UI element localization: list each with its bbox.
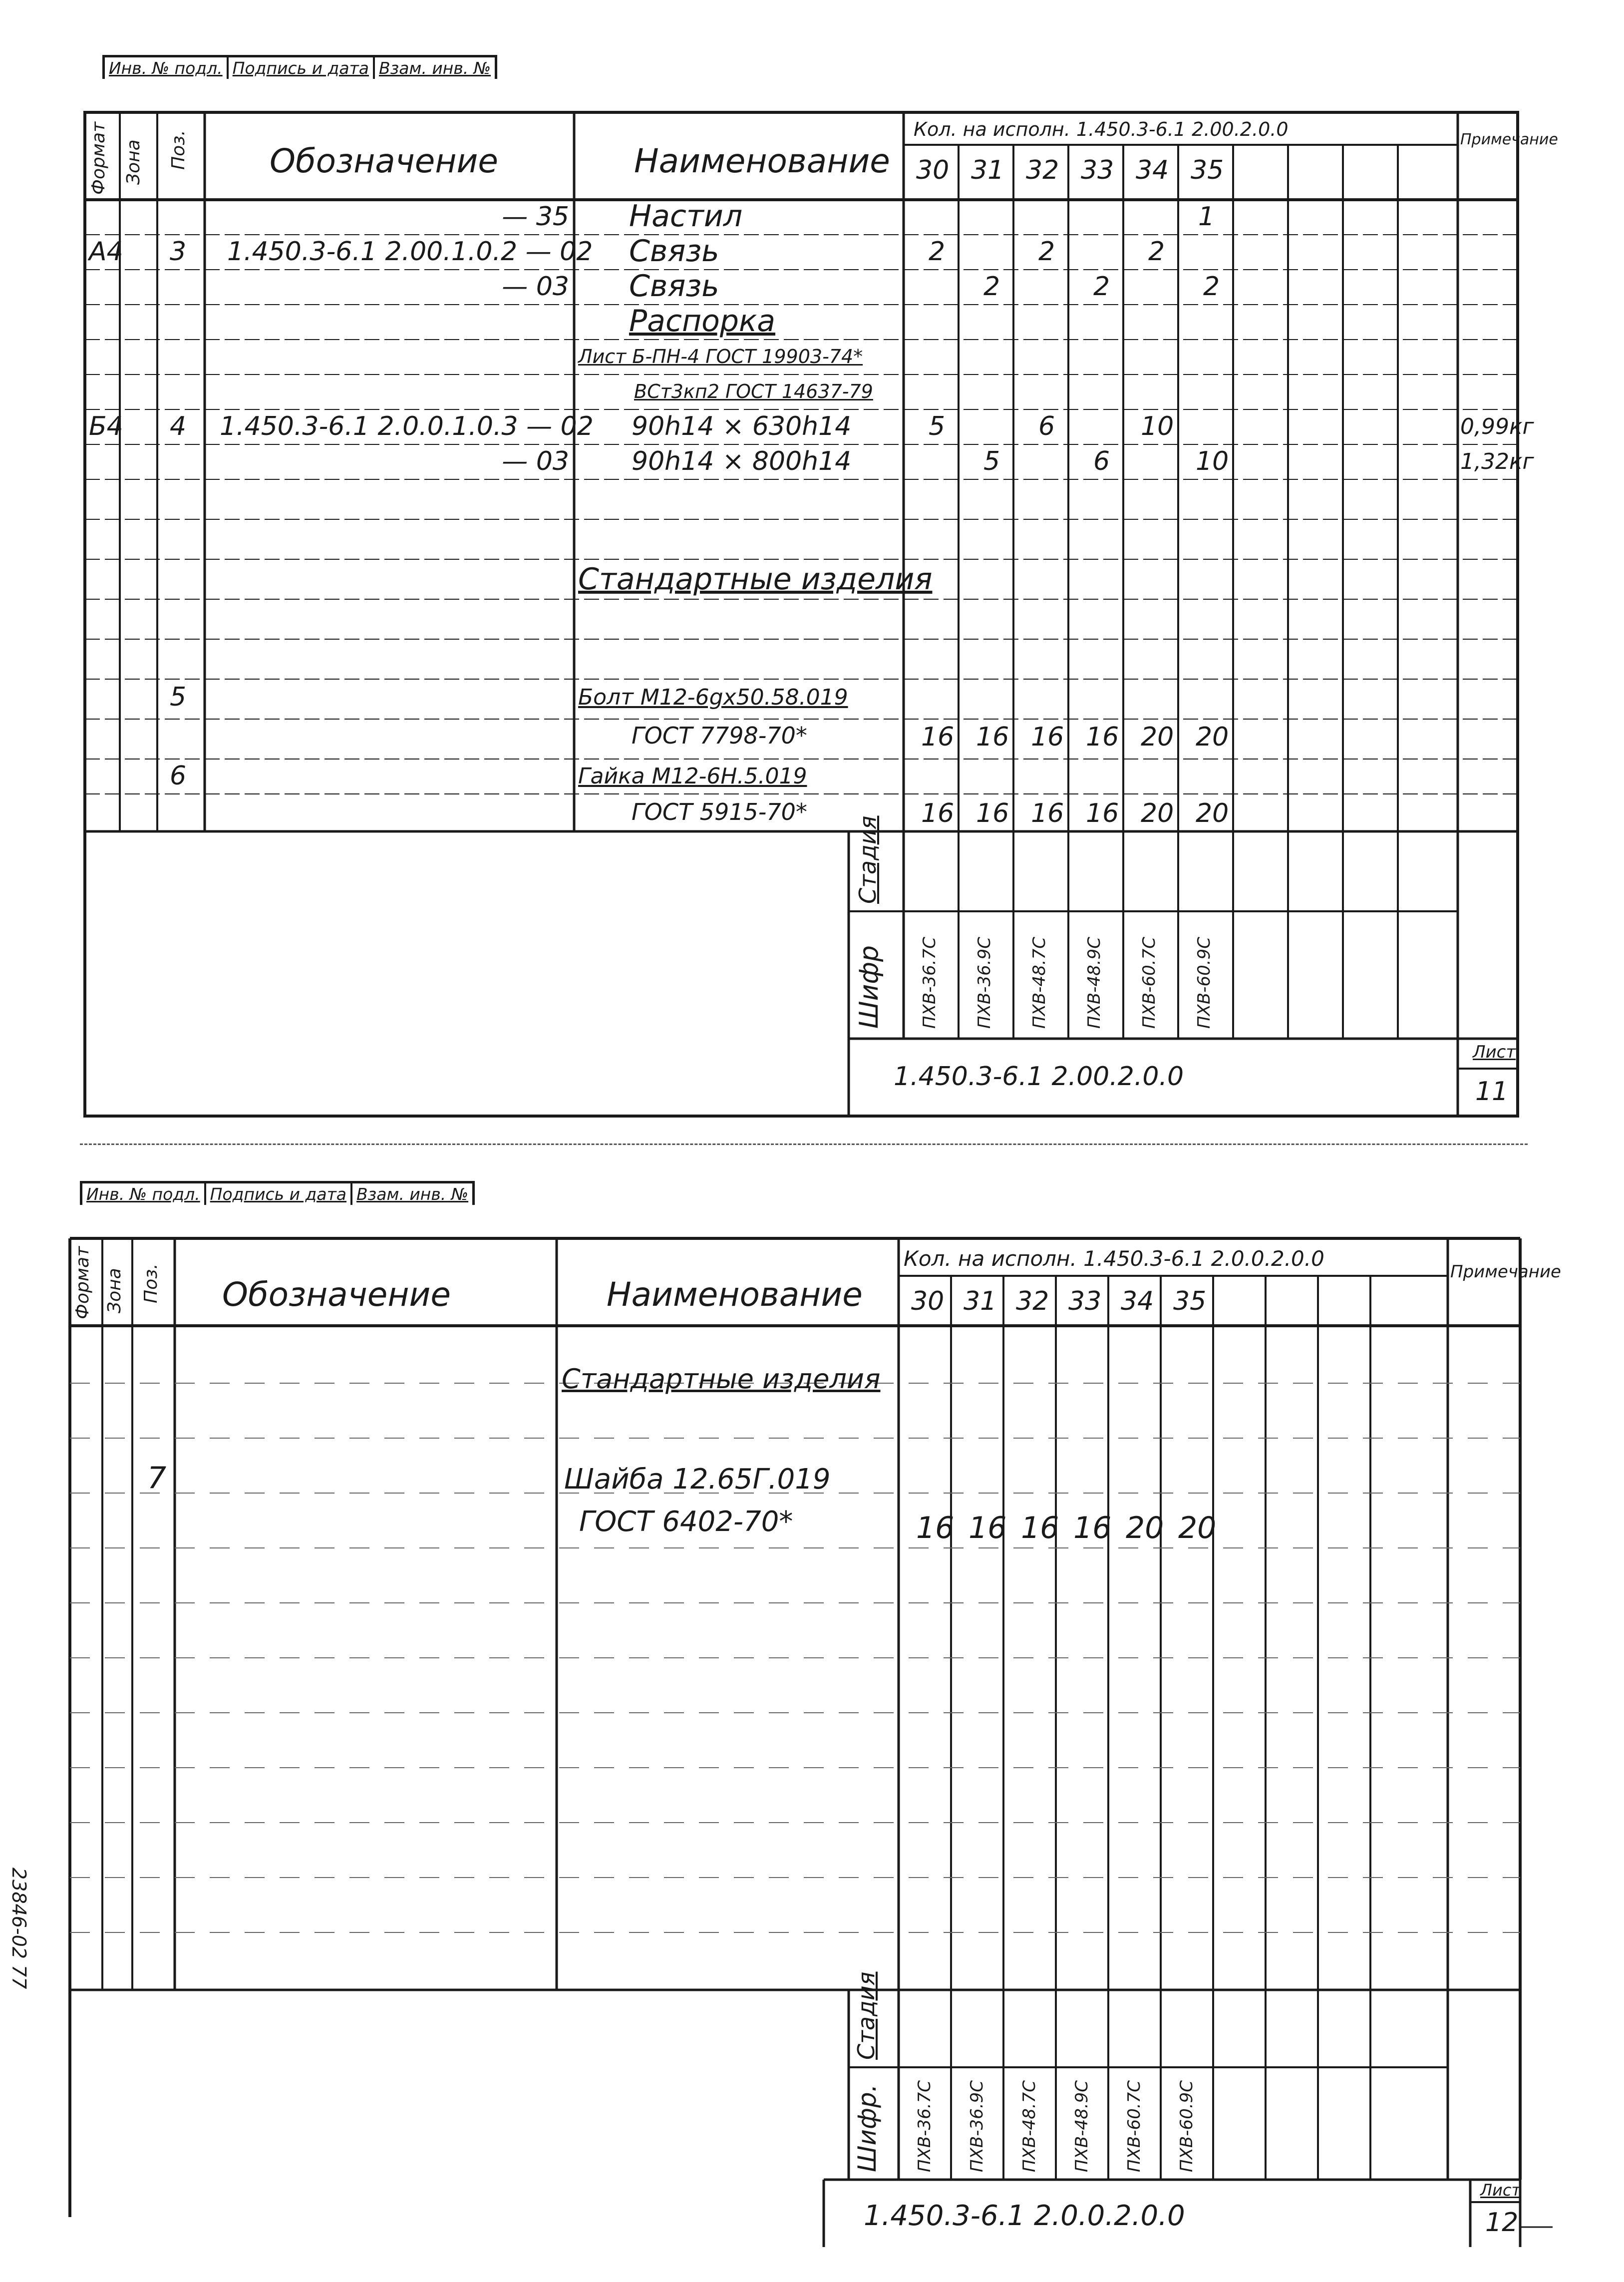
stage-label: Стадия — [854, 815, 881, 904]
format-cell: А4 — [89, 237, 123, 267]
signature-date-label: Подпись и дата — [229, 57, 375, 79]
variant-code: ПХВ-36.9С — [974, 937, 994, 1029]
item-standard: ГОСТ 6402-70* — [579, 1506, 793, 1538]
qty-header: Кол. на исполн. 1.450.3-6.1 2.00.2.0.0 — [914, 118, 1289, 140]
code-label: Шифр. — [853, 2084, 882, 2172]
qty-cell: 2 — [1148, 237, 1165, 267]
qty-cell: 20 — [1178, 1511, 1217, 1545]
section-title: Стандартные изделия — [578, 562, 933, 597]
document-number: 1.450.3-6.1 2.00.2.0.0 — [894, 1062, 1184, 1092]
qty-cell: 20 — [1141, 722, 1174, 752]
variant-code: ПХВ-36.9С — [967, 2080, 987, 2172]
name-header: Наименование — [634, 142, 890, 180]
qty-cell: 20 — [1196, 722, 1229, 752]
variant-header: 35 — [1191, 155, 1224, 185]
name-cell: ГОСТ 7798-70* — [632, 722, 807, 749]
zone-header: Зона — [104, 1268, 125, 1313]
note-header: Примечание — [1460, 131, 1558, 148]
qty-cell: 16 — [1031, 722, 1064, 752]
qty-cell: 5 — [983, 446, 1000, 476]
qty-cell: 2 — [983, 272, 1000, 302]
format-header: Формат — [72, 1246, 93, 1319]
qty-cell: 16 — [1021, 1511, 1059, 1545]
pos-cell: 5 — [170, 682, 187, 712]
qty-cell: 16 — [1031, 798, 1064, 828]
variant-code: ПХВ-48.9С — [1072, 2080, 1092, 2172]
designation-cell: 1.450.3-6.1 2.00.1.0.2 — 02 — [227, 237, 593, 267]
name-cell: 90h14 × 800h14 — [632, 446, 852, 476]
signature-date-label: Подпись и дата — [206, 1183, 352, 1205]
pos-header: Поз. — [141, 1263, 161, 1303]
designation-cell: 1.450.3-6.1 2.0.0.1.0.3 — 02 — [220, 411, 594, 441]
name-cell: Связь — [629, 269, 719, 304]
qty-cell: 6 — [1093, 446, 1110, 476]
qty-cell: 16 — [1086, 798, 1119, 828]
spec-sheet-2 — [0, 1163, 1624, 2262]
name-cell: Связь — [629, 234, 719, 269]
sheet-divider — [80, 1143, 1528, 1145]
pos-cell: 3 — [170, 237, 187, 267]
name-cell: ВСт3кп2 ГОСТ 14637-79 — [634, 380, 873, 402]
variant-code: ПХВ-60.7С — [1124, 2080, 1144, 2172]
name-cell: Настил — [629, 199, 743, 234]
name-cell: Болт М12-6gx50.58.019 — [578, 685, 848, 710]
designation-header: Обозначение — [270, 142, 498, 180]
variant-header: 32 — [1016, 1286, 1049, 1316]
format-header: Формат — [88, 121, 109, 195]
pos-cell: 7 — [147, 1461, 167, 1496]
sheet-label: Лист — [1480, 2181, 1521, 2200]
qty-cell: 6 — [1038, 411, 1055, 441]
qty-cell: 2 — [1038, 237, 1055, 267]
inv-no-label: Инв. № подл. — [82, 1183, 206, 1205]
variant-header: 31 — [964, 1286, 997, 1316]
qty-cell: 20 — [1141, 798, 1174, 828]
qty-cell: 5 — [929, 411, 946, 441]
variant-code: ПХВ-36.7С — [920, 937, 940, 1029]
designation-cell: — 03 — [502, 272, 569, 302]
variant-code: ПХВ-36.7С — [915, 2080, 935, 2172]
variant-code: ПХВ-48.9С — [1084, 937, 1104, 1029]
name-cell: Гайка М12-6Н.5.019 — [578, 763, 807, 789]
qty-cell: 10 — [1141, 411, 1174, 441]
qty-cell: 20 — [1126, 1511, 1164, 1545]
variant-header: 30 — [916, 155, 950, 185]
qty-cell: 16 — [921, 722, 955, 752]
pos-cell: 6 — [170, 761, 187, 791]
variant-header: 33 — [1068, 1286, 1102, 1316]
sheet-label: Лист — [1473, 1042, 1516, 1062]
designation-header: Обозначение — [222, 1275, 451, 1314]
qty-cell: 2 — [1093, 272, 1110, 302]
sheet-number: 12 — [1485, 2208, 1519, 2238]
spec-sheet-1 — [0, 0, 1624, 1139]
variant-code: ПХВ-60.9С — [1177, 2080, 1197, 2172]
designation-cell: — 03 — [502, 446, 569, 476]
qty-cell: 16 — [916, 1511, 955, 1545]
pos-header: Поз. — [168, 130, 189, 170]
variant-header: 30 — [911, 1286, 945, 1316]
sheet2-grid — [0, 1163, 1624, 2262]
stage-label: Стадия — [853, 1971, 880, 2060]
variant-header: 34 — [1121, 1286, 1154, 1316]
variant-header: 35 — [1173, 1286, 1207, 1316]
qty-header: Кол. на исполн. 1.450.3-6.1 2.0.0.2.0.0 — [904, 1246, 1324, 1271]
variant-header: 34 — [1136, 155, 1169, 185]
designation-cell: — 35 — [502, 202, 569, 232]
document-number: 1.450.3-6.1 2.0.0.2.0.0 — [864, 2200, 1185, 2232]
archive-code: 23846-02 77 — [8, 1868, 30, 1989]
name-cell: ГОСТ 5915-70* — [632, 798, 807, 825]
name-cell: Лист Б-ПН-4 ГОСТ 19903-74* — [578, 346, 863, 368]
qty-cell: 16 — [1073, 1511, 1112, 1545]
inv-no-label: Инв. № подл. — [105, 57, 229, 79]
replaced-inv-label: Взам. инв. № — [379, 58, 491, 78]
qty-cell: 10 — [1196, 446, 1229, 476]
variant-code: ПХВ-60.9С — [1194, 937, 1214, 1029]
variant-header: 31 — [971, 155, 1004, 185]
note-cell: 0,99кг — [1460, 414, 1534, 439]
qty-cell: 16 — [1086, 722, 1119, 752]
variant-code: ПХВ-48.7С — [1019, 2080, 1039, 2172]
section-title: Стандартные изделия — [562, 1363, 881, 1395]
qty-cell: 16 — [969, 1511, 1007, 1545]
qty-cell: 2 — [929, 237, 946, 267]
variant-code: ПХВ-60.7С — [1139, 937, 1159, 1029]
zone-header: Зона — [123, 139, 144, 185]
qty-cell: 16 — [921, 798, 955, 828]
variant-header: 33 — [1081, 155, 1114, 185]
pos-cell: 4 — [170, 411, 187, 441]
format-cell: Б4 — [89, 411, 123, 441]
sheet-number: 11 — [1475, 1077, 1509, 1107]
name-cell: Распорка — [629, 304, 775, 339]
name-cell: 90h14 × 630h14 — [632, 411, 852, 441]
note-header: Примечание — [1450, 1262, 1561, 1282]
qty-cell: 20 — [1196, 798, 1229, 828]
qty-cell: 16 — [976, 722, 1009, 752]
replaced-inv-label: Взам. инв. № — [356, 1184, 469, 1204]
qty-cell: 2 — [1203, 272, 1220, 302]
note-cell: 1,32кг — [1460, 449, 1534, 474]
code-label: Шифр — [854, 945, 884, 1029]
name-header: Наименование — [607, 1275, 863, 1314]
variant-code: ПХВ-48.7С — [1029, 937, 1049, 1029]
item-name: Шайба 12.65Г.019 — [564, 1463, 831, 1496]
variant-header: 32 — [1026, 155, 1059, 185]
qty-cell: 16 — [976, 798, 1009, 828]
qty-cell: 1 — [1198, 202, 1215, 232]
